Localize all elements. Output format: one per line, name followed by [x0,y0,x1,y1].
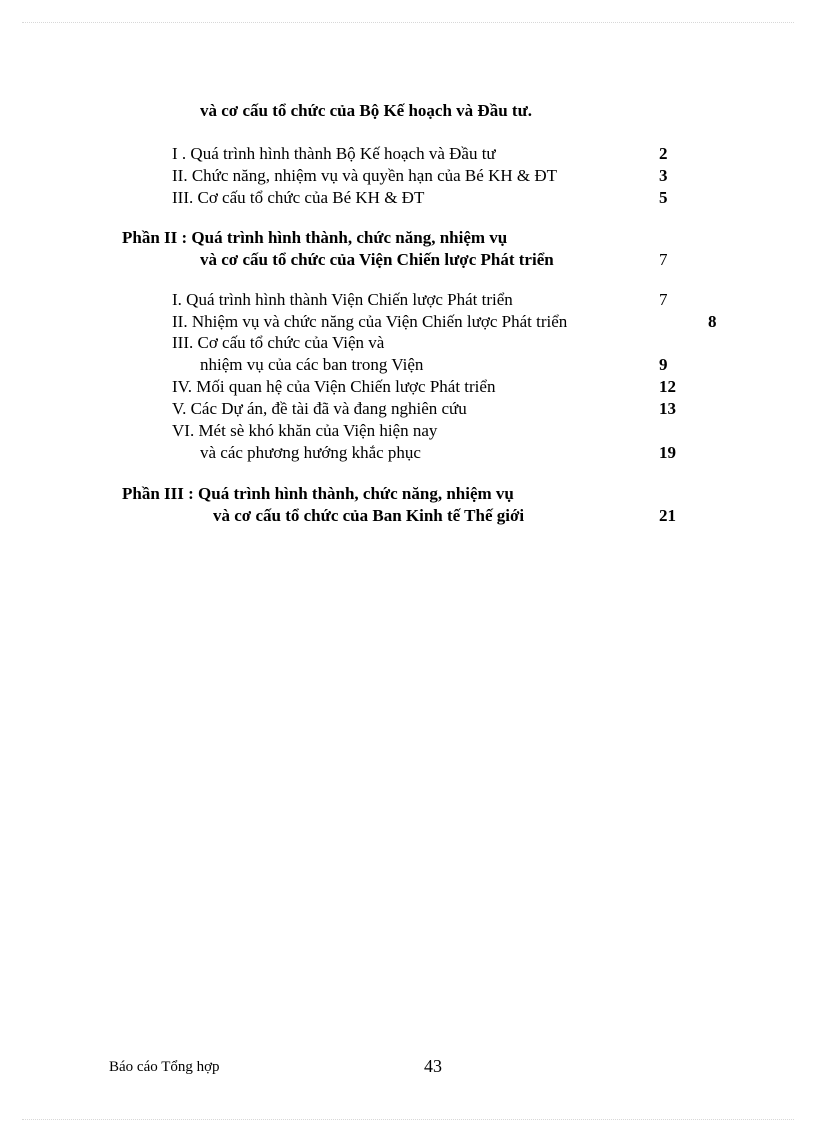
footer-page-number: 43 [424,1056,442,1076]
part2-heading-line2: và cơ cấu tổ chức của Viện Chiến lược Phát triển [200,250,554,269]
toc-page-number: 9 [659,355,668,374]
toc-page-number: 19 [659,443,676,462]
toc-item: II. Chức năng, nhiệm vụ và quyền hạn của Bé KH & ĐT [172,166,558,185]
part3-heading-line1: Phần III : Quá trình hình thành, chức năng, nhiệm vụ [122,484,514,503]
toc-item: nhiệm vụ của các ban trong Viện [200,355,424,374]
toc-item: VI. Mét sè khó khăn của Viện hiện nay [172,421,438,440]
toc-item: III. Cơ cấu tổ chức của Viện và [172,333,385,352]
toc-page-number: 13 [659,399,676,418]
part3-heading-page: 21 [659,506,676,525]
part2-heading-line1: Phần II : Quá trình hình thành, chức năng, nhiệm vụ [122,228,508,247]
toc-item: V. Các Dự án, đề tài đã và đang nghiên cứu [172,399,467,418]
toc-page-number: 8 [708,312,717,331]
part2-heading-page: 7 [659,250,668,269]
toc-item: và các phương hướng khắc phục [200,443,421,462]
part1-heading-line2: và cơ cấu tổ chức của Bộ Kế hoạch và Đầu tư. [200,101,533,120]
page-border [22,22,794,1120]
toc-page-number: 3 [659,166,668,185]
toc-item: I. Quá trình hình thành Viện Chiến lược Phát triển [172,290,513,309]
toc-item: I . Quá trình hình thành Bộ Kế hoạch và Đầu tư [172,144,496,163]
toc-item: IV. Mối quan hệ của Viện Chiến lược Phát triển [172,377,496,396]
toc-item: III. Cơ cấu tổ chức của Bé KH & ĐT [172,188,425,207]
toc-page-number: 2 [659,144,668,163]
toc-page-number: 12 [659,377,676,396]
toc-item: II. Nhiệm vụ và chức năng của Viện Chiến lược Phát triển [172,312,568,331]
toc-page-number: 5 [659,188,668,207]
part3-heading-line2: và cơ cấu tổ chức của Ban Kinh tế Thế giới [213,506,525,525]
footer-title: Báo cáo Tổng hợp [109,1059,220,1075]
toc-page-number: 7 [659,290,668,309]
